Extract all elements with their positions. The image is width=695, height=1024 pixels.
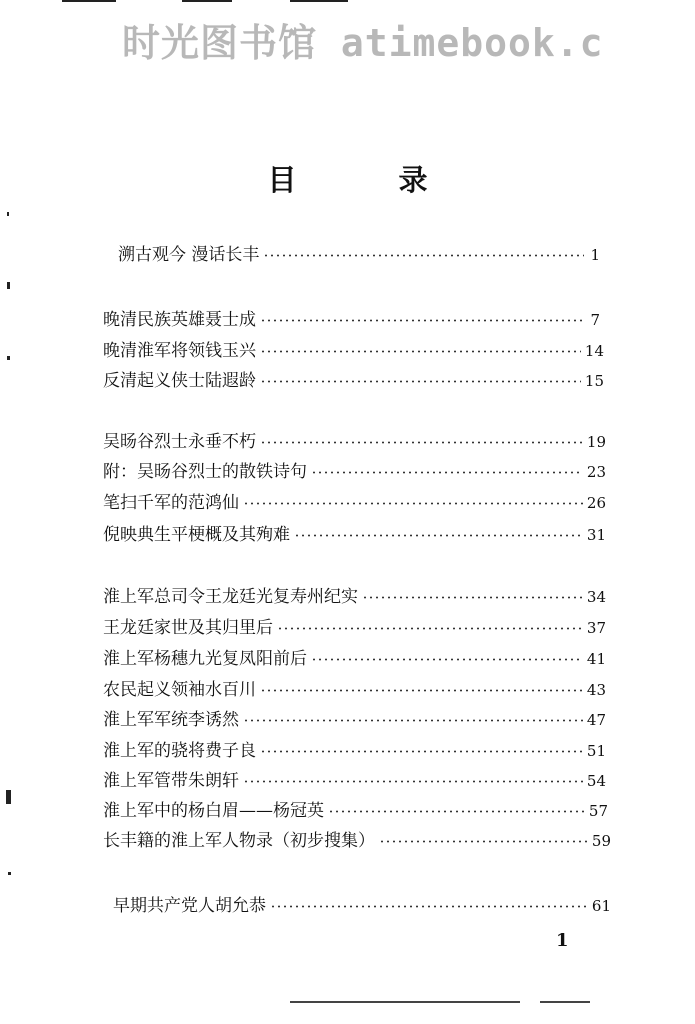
toc-entry-title: 晚清民族英雄聂士成	[103, 310, 256, 330]
toc-entry-page: 26	[586, 494, 606, 512]
toc-entry-page: 59	[591, 832, 611, 850]
toc-entry-page: 61	[591, 897, 611, 915]
toc-entry-title: 农民起义领袖水百川	[103, 680, 256, 700]
toc-entry-page: 14	[584, 342, 604, 360]
toc-entry-page: 19	[586, 433, 606, 451]
toc-entry-title: 长丰籍的淮上军人物录（初步搜集）	[103, 831, 375, 851]
toc-entry[interactable]	[103, 770, 606, 792]
toc-entry-title: 淮上军杨穗九光复凤阳前后	[103, 649, 307, 669]
toc-entry-title: 淮上军的骁将费子良	[103, 741, 256, 761]
toc-entry[interactable]	[103, 492, 606, 514]
binding-mark	[8, 872, 11, 875]
toc-entry-title: 淮上军军统李诱然	[103, 710, 239, 730]
toc-entry-title: 吴旸谷烈士永垂不朽	[103, 432, 256, 452]
toc-entry-title: 淮上军总司令王龙廷光复寿州纪实	[103, 587, 358, 607]
toc-entry[interactable]	[103, 524, 606, 546]
toc-entry-page: 41	[586, 650, 606, 668]
toc-entry-page: 54	[586, 772, 606, 790]
dot-leader	[263, 254, 584, 257]
dot-leader	[270, 905, 588, 908]
toc-entry[interactable]	[103, 340, 604, 362]
dot-leader	[260, 441, 583, 444]
toc-entry-title: 淮上军中的杨白眉——杨冠英	[103, 801, 324, 821]
dot-leader	[294, 534, 583, 537]
dot-leader	[362, 596, 583, 599]
dot-leader	[243, 780, 583, 783]
dot-leader	[260, 350, 581, 353]
dot-leader	[379, 840, 588, 843]
toc-entry-page: 57	[588, 802, 608, 820]
toc-entry-page: 7	[590, 311, 600, 329]
toc-entry[interactable]	[103, 461, 606, 483]
toc-entry[interactable]	[103, 679, 606, 701]
dot-leader	[277, 627, 583, 630]
toc-entry-page: 37	[586, 619, 606, 637]
toc-entry-page: 23	[586, 463, 606, 481]
toc-entry-title: 溯古观今 漫话长丰	[118, 245, 260, 265]
toc-entry[interactable]	[113, 895, 611, 917]
toc-entry-page: 15	[584, 372, 604, 390]
dot-leader	[328, 810, 585, 813]
toc-entry-title: 反清起义侠士陆遐龄	[103, 371, 256, 391]
dot-leader	[260, 319, 584, 322]
binding-mark	[6, 790, 11, 804]
binding-mark	[7, 212, 9, 216]
toc-entry[interactable]	[103, 370, 604, 392]
toc-entry-title: 淮上军管带朱朗轩	[103, 771, 239, 791]
toc-entry[interactable]	[103, 586, 606, 608]
bottom-rule-right	[540, 1001, 590, 1003]
top-rule-right	[290, 0, 348, 2]
toc-entry[interactable]	[103, 830, 611, 852]
toc-entry-page: 51	[586, 742, 606, 760]
dot-leader	[260, 380, 581, 383]
toc-entry[interactable]	[103, 648, 606, 670]
binding-mark	[7, 282, 10, 289]
toc-entry[interactable]	[103, 617, 606, 639]
toc-entry-page: 1	[590, 246, 600, 264]
dot-leader	[311, 471, 583, 474]
toc-entry[interactable]	[103, 431, 606, 453]
toc-entry-page: 31	[586, 526, 606, 544]
toc-entry-page: 43	[586, 681, 606, 699]
toc-entry-title: 早期共产党人胡允恭	[113, 896, 266, 916]
toc-entry-title: 倪映典生平梗概及其殉难	[103, 525, 290, 545]
page-title: 目 录	[267, 163, 474, 197]
top-rule-middle	[182, 0, 232, 2]
toc-entry-page: 47	[586, 711, 606, 729]
toc-entry[interactable]	[103, 800, 608, 822]
toc-entry-title: 附：吴旸谷烈士的散铁诗句	[103, 462, 307, 482]
toc-entry[interactable]	[118, 244, 600, 266]
toc-entry-page: 34	[586, 588, 606, 606]
toc-entry-title: 王龙廷家世及其归里后	[103, 618, 273, 638]
dot-leader	[243, 502, 583, 505]
toc-entry[interactable]	[103, 709, 606, 731]
toc-entry[interactable]	[103, 309, 600, 331]
watermark: 时光图书馆 atimebook.c	[122, 21, 604, 65]
dot-leader	[243, 719, 583, 722]
page-number: 1	[556, 930, 569, 951]
toc-entry[interactable]	[103, 740, 606, 762]
dot-leader	[260, 689, 583, 692]
toc-entry-title: 晚清淮军将领钱玉兴	[103, 341, 256, 361]
binding-mark	[7, 356, 10, 360]
bottom-rule	[290, 1001, 520, 1003]
top-rule-left	[62, 0, 116, 2]
toc-entry-title: 笔扫千军的范鸿仙	[103, 493, 239, 513]
dot-leader	[260, 750, 583, 753]
dot-leader	[311, 658, 583, 661]
